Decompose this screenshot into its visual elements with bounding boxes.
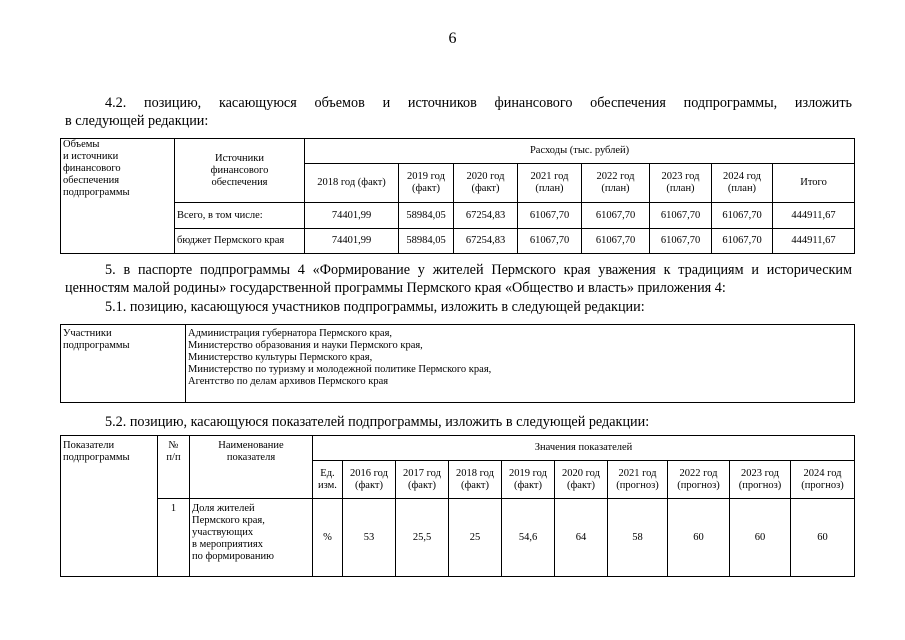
paragraph-4-2-line-2: в следующей редакции: (65, 113, 209, 129)
sources-header-line: Источники (215, 152, 264, 164)
year-label: 2024 год (723, 171, 761, 182)
indicator-name-line: в мероприятиях (192, 539, 263, 550)
value-cell: 61067,70 (712, 203, 773, 229)
row-label: бюджет Пермского края (175, 229, 305, 254)
year-header (454, 164, 518, 203)
value-cell: 58 (608, 499, 668, 577)
value-cell: 60 (730, 499, 791, 577)
table-row (61, 499, 855, 577)
financing-table (60, 138, 855, 254)
financing-label-line: подпрограммы (63, 187, 130, 198)
indicators-table (60, 435, 855, 577)
financing-label-line: финансового (63, 163, 121, 174)
table-row (61, 203, 855, 229)
value-cell: 61067,70 (582, 229, 650, 254)
year-label: 2021 год (530, 171, 569, 182)
number-header-line: № (168, 440, 179, 451)
value-cell: 64 (555, 499, 608, 577)
value-cell: 61067,70 (712, 229, 773, 254)
col-header (396, 461, 449, 499)
col-header (313, 461, 343, 499)
year-label: (факт) (411, 183, 440, 194)
col-label: (факт) (513, 479, 542, 491)
year-label: 2023 год (661, 171, 700, 182)
col-header (730, 461, 791, 499)
paragraph-5-line-2: ценностям малой родины» государственной программы Пермского края «Общество и власть» приложения 4: (65, 280, 726, 296)
name-header (190, 436, 313, 499)
list-item: Министерство культуры Пермского края, (188, 352, 373, 363)
sources-header-line: финансового (210, 164, 269, 176)
table-row (61, 229, 855, 254)
col-label: 2024 год (803, 467, 842, 479)
financing-label-cell (61, 139, 175, 254)
year-header (582, 164, 650, 203)
list-item: Агентство по делам архивов Пермского края (188, 376, 389, 387)
col-label: (факт) (566, 479, 595, 491)
total-header (773, 164, 855, 203)
col-label: изм. (318, 479, 337, 491)
col-label: (прогноз) (801, 479, 844, 491)
value-cell: 61067,70 (650, 229, 712, 254)
paragraph-5-line-1: 5. в паспорте подпрограммы 4 «Формирование у жителей Пермского края уважения к традициям и историческим (105, 262, 852, 278)
year-label: (план) (727, 183, 757, 194)
values-header: Значения показателей (313, 436, 855, 461)
col-header (502, 461, 555, 499)
name-header-line: показателя (226, 452, 276, 463)
col-label: 2021 год (618, 467, 657, 479)
indicator-name-line: Пермского края, (192, 515, 265, 526)
col-label: Ед. (320, 467, 335, 479)
value-cell: 60 (791, 499, 855, 577)
financing-label-line: Объемы (63, 139, 100, 150)
value-cell: 25,5 (396, 499, 449, 577)
paragraph-5-2: 5.2. позицию, касающуюся показателей подпрограммы, изложить в следующей редакции: (105, 414, 650, 430)
year-label: (план) (535, 183, 564, 194)
value-cell: 444911,67 (773, 203, 855, 229)
year-header (305, 164, 399, 203)
value-cell: 61067,70 (518, 229, 582, 254)
financing-label-line: обеспечения (63, 175, 120, 186)
col-label: 2018 год (456, 467, 494, 479)
year-label: 2019 год (407, 171, 445, 182)
value-cell: 58984,05 (399, 229, 454, 254)
value-cell: 61067,70 (582, 203, 650, 229)
year-label: (факт) (471, 183, 500, 194)
year-header (518, 164, 582, 203)
year-header (399, 164, 454, 203)
col-header (449, 461, 502, 499)
list-item: Министерство образования и науки Пермского края, (188, 340, 423, 351)
participants-label-line: подпрограммы (63, 340, 130, 351)
value-cell: 444911,67 (773, 229, 855, 254)
sources-header-line: обеспечения (211, 176, 268, 188)
year-header (712, 164, 773, 203)
col-label: 2017 год (403, 467, 441, 479)
number-header-line: п/п (166, 452, 181, 463)
col-label: 2020 год (562, 467, 600, 479)
indicators-label-line: Показатели (63, 440, 115, 451)
list-item: Министерство по туризму и молодежной политике Пермского края, (188, 364, 492, 375)
year-label: 2022 год (596, 171, 635, 182)
value-cell: 67254,83 (454, 229, 518, 254)
paragraph-4-2-line-1: 4.2. позицию, касающуюся объемов и источников финансового обеспечения подпрограммы, изложить (105, 95, 852, 111)
year-label: 2018 год (факт) (317, 177, 386, 188)
col-label: 2022 год (679, 467, 718, 479)
col-label: (факт) (354, 479, 383, 491)
page-number: 6 (448, 30, 457, 47)
col-label: 2023 год (741, 467, 779, 479)
indicator-name-line: Доля жителей (192, 503, 255, 514)
value-cell: 61067,70 (518, 203, 582, 229)
indicator-name-line: участвующих (192, 527, 254, 538)
value-cell: 74401,99 (305, 229, 399, 254)
col-label: (прогноз) (677, 479, 720, 491)
value-cell: 54,6 (502, 499, 555, 577)
value-cell: 53 (343, 499, 396, 577)
name-header-line: Наименование (218, 440, 284, 451)
row-number: 1 (158, 499, 190, 577)
col-header (668, 461, 730, 499)
expenses-header: Расходы (тыс. рублей) (305, 139, 855, 164)
year-label: Итого (800, 177, 827, 188)
col-header (343, 461, 396, 499)
year-header (650, 164, 712, 203)
col-label: (прогноз) (738, 479, 782, 491)
col-label: (факт) (407, 479, 436, 491)
indicator-name-line: по формированию (192, 551, 274, 562)
indicator-name (190, 499, 313, 577)
financing-label-line: и источники (63, 151, 119, 162)
participants-list (186, 325, 855, 403)
col-label: (факт) (460, 479, 489, 491)
paragraph-5-1: 5.1. позицию, касающуюся участников подпрограммы, изложить в следующей редакции: (105, 299, 645, 315)
row-label: Всего, в том числе: (175, 203, 305, 229)
unit-cell: % (313, 499, 343, 577)
year-label: (план) (666, 183, 695, 194)
value-cell: 67254,83 (454, 203, 518, 229)
year-label: (план) (601, 183, 630, 194)
year-label: 2020 год (466, 171, 505, 182)
value-cell: 61067,70 (650, 203, 712, 229)
col-label: 2019 год (509, 467, 547, 479)
value-cell: 58984,05 (399, 203, 454, 229)
number-header (158, 436, 190, 499)
col-header (608, 461, 668, 499)
sources-header (175, 139, 305, 203)
value-cell: 74401,99 (305, 203, 399, 229)
indicators-label-line: подпрограммы (63, 452, 130, 463)
value-cell: 25 (449, 499, 502, 577)
participants-table (60, 324, 855, 403)
col-label: 2016 год (350, 467, 388, 479)
col-label: (прогноз) (616, 479, 659, 491)
value-cell: 60 (668, 499, 730, 577)
participants-label-cell (61, 325, 186, 403)
participants-label-line: Участники (63, 328, 112, 339)
col-header (555, 461, 608, 499)
col-header (791, 461, 855, 499)
list-item: Администрация губернатора Пермского края, (188, 328, 393, 339)
indicators-label-cell (61, 436, 158, 577)
